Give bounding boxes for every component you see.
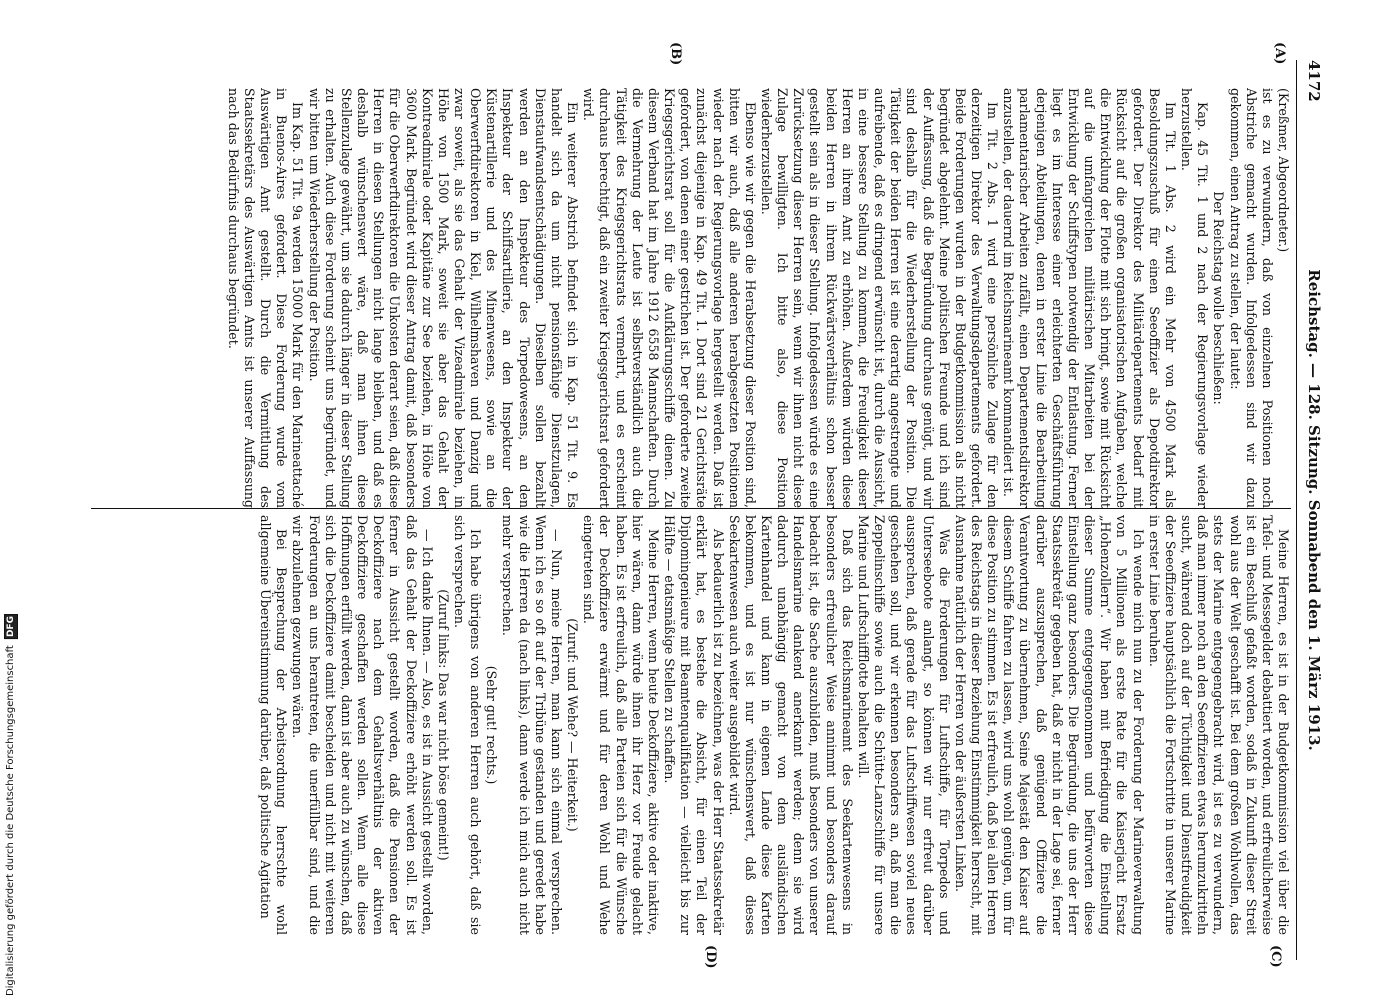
paragraph: — Ich danke Ihnen. — Also, es ist in Aussicht gestellt worden, daß das Gehalt der Deckoffiziere erhöht werden soll. Es ist ferner in Aussicht gestellt worden, daß die Pensionen der Deckoffiziere nach dem Gehaltsverhältnis der aktiven Deckoffiziere geschaffen werden sollen. Wenn alle diese Hoffnungen erfüllt werden, dann ist aber auch zu wünschen, daß sich die Deckoffiziere damit bescheiden und nicht mit weiteren Forderungen an uns herantreten, die unerfüllbar sind, und die wir abzulehnen gezwungen wären. — [290, 515, 435, 935]
interjection: (Sehr gut! rechts.) — [484, 665, 500, 785]
paragraph: Bei Besprechung der Arbeitsordnung herrschte wohl allgemeine Übereinstimmung darüber, daß politische Agitation — [258, 515, 290, 935]
paragraph: Was die Forderungen für Luftschiffe, für Torpedos und Unterseeboote anlangt, so können wir nur erfreut darüber aussprechen, daß gerade für das Luftschiffwesen soviel neues geschehen soll, und wir erkennen besonders an, daß man die Zeppelinschiffe sowie auch die Schütte-Lanzschiffe für unsere Marine und Luftschiffflotte behalten will. — [855, 515, 952, 935]
page-header — [1301, 60, 1323, 960]
right-column — [91, 515, 1291, 935]
paragraph: Ein weiterer Abstrich befindet sich in Kap. 51 Tit. 9. Es handelt sich da um nicht pensionsfähige Dienstzulagen, Dienstaufwandsentschädigungen. Dieselben sollen bezahlt werden an den Inspekteur des Torpedowesens, an den Inspekteur der Schiffsartillerie, an den Inspekteur der Küstenartillerie und des Minenwesens, sowie an die Oberwerftdirektoren in Kiel, Wilhelmshaven und Danzig und zwar soweit, als sie das Gehalt der Vizeadmirale beziehen, in Höhe von 1500 Mark, soweit sie aber das Gehalt der Kontreadmirale oder Kapitäne zur See beziehen, in Höhe von 3600 Mark. Begründet wird dieser Antrag damit, daß besonders für die Oberwerftdirektoren die Unkosten derart seien, daß diese Herren in diesen Stellungen nicht lange bleiben, und daß es deshalb wünschenswert wäre, daß man ihnen diese Stellenzulage gewährt, um sie dadurch länger in dieser Stellung zu erhalten. Auch diese Forderung scheint uns begründet, und wir bitten um Wiederherstellung der Position. — [306, 88, 581, 508]
motion-heading: Der Reichstag wolle beschließen: — [1211, 191, 1227, 405]
header-rule — [1296, 60, 1297, 960]
running-title: Reichstag. — 128. Sitzung. Sonnabend den 1. März 1913. — [1305, 269, 1323, 751]
paragraph: Ich wende mich nun zu der Forderung der Marineverwaltung von 5 Millionen als erste Rate für die Kaiserjacht Ersatz „Hohenzollern“. Wir haben mit Befriedigung die Einstellung dieser Summe entgegengenommen und befürworten diese Einstellung ganz besonders. Die Begründung, die uns der Herr Staatssekretär gegeben hat, daß er nicht in der Lage sei, ferner darüber auszusprechen, daß genügend Offiziere die Verantwortung zu übernehmen, Seine Majestät den Kaiser auf diesem Schiffe fahren zu lassen, wird uns wohl genügen, um für diese Position zu stimmen. Es ist erfreulich, daß bei allen Herren des Reichstags in dieser Beziehung Einstimmigkeit herrscht, mit Ausnahme natürlich der Herren von der äußersten Linken. — [952, 515, 1146, 935]
paragraph: Meine Herren, es ist in der Budgetkommission viel über die Tafel- und Messegelder debattiert worden, und erfreulicherweise ist ein Beschluß gefaßt worden, sodaß in Zukunft dieser Streit wohl aus der Welt geschafft ist. Bei dem großen Wohlwollen, das stets der Marine entgegengebracht wird, ist es zu verwundern, daß man immer noch an den Seeoffizieren etwas herumzukritteln sucht, während doch auf der Tüchtigkeit und Dienstfreudigkeit der Seeoffiziere hauptsächlich die Fortschritte in unserer Marine in erster Linie beruhen. — [1146, 515, 1291, 935]
paragraph: Im Tit. 1 Abs. 2 wird ein Mehr von 4500 Mark als Besoldungszuschuß für einen Seeoffizier als Depotdirektor gefordert. Der Direktor des Militärdepartements bedarf mit Rücksicht auf die großen organisatorischen Aufgaben, welche die Entwicklung der Flotte mit sich bringt, sowie mit Rücksicht auf die umfangreichen militärischen Mitarbeiten bei der Entwicklung der Schiffstypen notwendig der Entlastung. Ferner liegt es im Interesse einer erleichterten Geschäftsführung derjenigen Abteilungen, denen in erster Linie die Bearbeitung parlamentarischer Arbeiten zufällt, einen Departementsdirektor anzustellen, der dauernd im Reichsmarineamt kommandiert ist. — [1001, 88, 1178, 508]
dfg-logo: DFG — [6, 615, 16, 637]
paragraph: ist es zu verwundern, daß von einzelnen Positionen noch Abstriche gemacht wurden. Infolgedessen sind wir dazu gekommen, einen Antrag zu stellen, der lautet: — [1227, 88, 1275, 508]
paragraph: Daß sich das Reichsmarineamt des Seekartenwesens in besonders erfreulicher Weise annimmt und besonders darauf bedacht ist, die Sache auszubilden, muß besonders von unserer Handelsmarine dankend anerkannt werden; denn sie wird dadurch unabhängig gemacht von dem ausländischen Kartenhandel und kann in eigenen Lande diese Karten bekommen, und es ist nur wünschenswert, daß dieses Seekartenwesen auch weiter ausgebildet wird. — [726, 515, 855, 935]
margin-mark-a: (A) — [1272, 42, 1287, 65]
credit-text: Digitalisierung gefördert durch die Deutsche Forschungsgemeinschaft — [5, 645, 16, 996]
column-divider — [91, 508, 1291, 509]
page-number: 4172 — [1305, 60, 1323, 102]
paragraph: Im Tit. 2 Abs. 1 wird eine persönliche Zulage für den derzeitigen Direktor des Verwaltungsdepartements gefordert. Beide Forderungen wurden in der Budgetkommission als nicht begründet abgelehnt. Meine politischen Freunde und ich sind der Auffassung, daß die Begründung durchaus genügt, und wir sind deshalb für die Wiederherstellung der Position. Die Tätigkeit der beiden Herren ist eine derartig angestrengte und aufreibende, daß es dringend erwünscht ist, durch die Aussicht, in eine bessere Stellung zu kommen, die Freudigkeit dieser Herren an ihrem Amt zu erhöhen. Außerdem würden diese beiden Herren in ihrem Rückwärtsverhältnis schon besser gestellt sein als in dieser Stellung. Infolgedessen würde es eine Zurücksetzung dieser Herren sein, wenn wir ihnen nicht diese Zulage bewilligten. Ich bitte also, diese Position wiederherzustellen. — [759, 88, 1001, 508]
left-column — [91, 88, 1291, 508]
interjection: (Zuruf: und Wehe? — Heiterkeit.) — [565, 618, 581, 832]
paragraph: Ebenso wie wir gegen die Herabsetzung dieser Position sind, bitten wir auch, daß alle anderen herabgesetzten Positionen wieder nach der Regierungsvorlage hergestellt werden. Daß ist zunächst diejenige in Kap. 49 Tit. 1. Dort sind 21 Gerichtsräte gefordert, von denen einer gestrichen ist. Der geforderte zweite Kriegsgerichtsrat soll für die Aufklärungsschiffe dienen. Zu diesem Verband hat im Jahre 1912 6558 Mannschaften. Durch die Vermehrung der Leute ist selbstverständlich auch die Tätigkeit des Kriegsgerichtsrats vermehrt, und es erscheint durchaus berechtigt, daß ein zweiter Kriegsgerichtsrat gefordert wird. — [581, 88, 758, 508]
paragraph: — Nun, meine Herren, man kann sich einmal versprechen. Wenn ich es so oft auf der Tribüne gestanden und geredet habe wie die Herren da (nach links), dann werde ich mich auch nicht mehr versprechen. — [500, 515, 564, 935]
speaker-label: (Kreßmer, Abgeordneter.) — [1276, 88, 1291, 253]
motion-text: Kap. 45 Tit. 1 und 2 nach der Regierungsvorlage wieder herzustellen. — [1179, 88, 1211, 508]
paragraph: Meine Herren, wenn heute Deckoffiziere, aktive oder inaktive, hier wären, dann würde ihnen ihr Herz vor Freude gelacht haben. Es ist erfreulich, daß alle Parteien sich für die Wünsche der Deckoffiziere erwärmt und für deren Wohl und Wehe eingetreten sind. — [581, 515, 661, 935]
digitization-credit — [4, 614, 18, 996]
margin-mark-c: (C) — [1268, 945, 1283, 968]
interjection: (Zuruf links: Das war nicht böse gemeint!) — [435, 589, 451, 861]
paragraph: Im Kap. 51 Tit. 9a werden 15000 Mark für den Marineattaché in Buenos-Aires gefordert. Diese Forderung wurde vom Auswärtigen Amt gestellt. Durch die Vermittlung des Staatssekretärs des Auswärtigen Amts ist unserer Auffassung nach das Bedürfnis durchaus begründet. — [225, 88, 306, 508]
margin-mark-b: (B) — [668, 42, 683, 66]
margin-mark-d: (D) — [703, 945, 718, 969]
paragraph: Als bedauerlich ist zu bezeichnen, was der Herr Staatssekretär erklärt hat, es bestehe die Absicht, für einen Teil der Diplomingenieure mit Beamtenqualifikation — vielleicht bis zur Hälfte — etatsmäßige Stellen zu schaffen. — [662, 515, 726, 935]
paragraph: Ich habe übrigens von anderen Herren auch gehört, daß sie sich versprechen. — [452, 515, 484, 935]
